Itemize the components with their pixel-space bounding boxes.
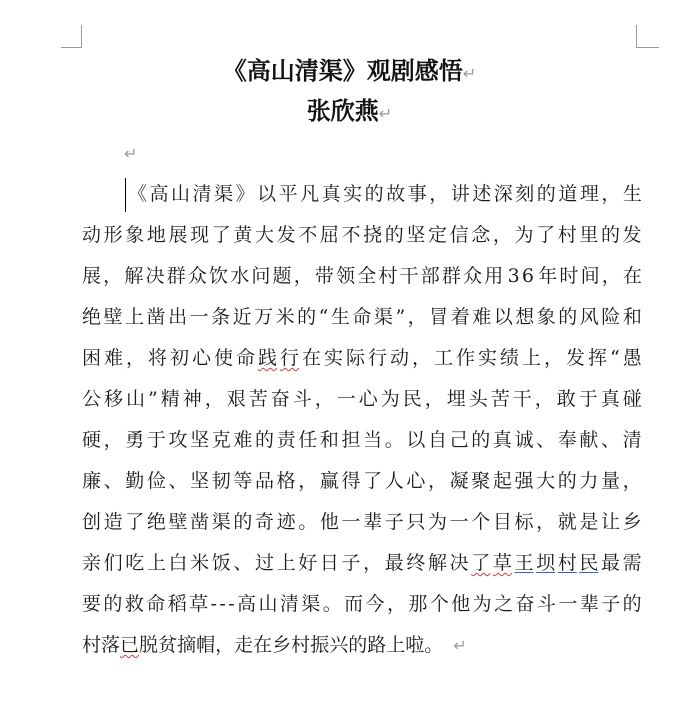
crop-mark-top-right [636, 25, 659, 48]
body-line: 廉 、 勤 俭 、 坚 韧 等 品 格 ， 赢 得 了 人 心 ， 凝 聚 起 强 大 的 力 量 ， [82, 470, 642, 492]
body-line: 亲 们 吃 上 白 米 饭 、 过 上 好 日 子 ， 最 终 解 决 了 草 王 坝 村 民 最 需 [82, 552, 642, 574]
body-line: 展 ， 解 决 群 众 饮 水 问 题 ， 带 领 全 村 干 部 群 众 用 3 6 年 时 间 ， 在 [82, 265, 642, 287]
body-line: 村 落 已 脱 贫 摘 帽 ， 走 在 乡 村 振 兴 的 路 上 啦 。 ↵ [82, 625, 642, 666]
body-line: 绝 壁 上 凿 出 一 条 近 万 米 的 “ 生 命 渠 ” ， 冒 着 难 以 想 象 的 风 险 和 [82, 306, 642, 328]
empty-paragraph-mark-icon: ↵ [124, 144, 138, 163]
body-line: 动 形 象 地 展 现 了 黄 大 发 不 屈 不 挠 的 坚 定 信 念 ， 为 了 村 里 的 发 [82, 224, 642, 246]
body-line: 要 的 救 命 稻 草 - - - 高 山 清 渠 。 而 今 ， 那 个 他 为 之 奋 斗 一 辈 子 的 [82, 593, 642, 615]
body-line: 《 高 山 清 渠 》 以 平 凡 真 实 的 故 事 ， 讲 述 深 刻 的 道 理 ， 生 [128, 183, 642, 205]
paragraph-mark-icon: ↵ [378, 104, 393, 123]
paragraph-mark-icon: ↵ [453, 636, 467, 655]
paragraph-mark-icon: ↵ [462, 64, 477, 83]
body-line: 创 造 了 绝 壁 凿 渠 的 奇 迹 。 他 一 辈 子 只 为 一 个 目 标 ， 就 是 让 乡 [82, 511, 642, 533]
document-title[interactable]: 《高山清渠》观剧感悟↵ [222, 57, 477, 85]
document-author[interactable]: 张欣燕↵ [306, 97, 393, 125]
body-line: 公 移 山 ” 精 神 ， 艰 苦 奋 斗 ， 一 心 为 民 ， 埋 头 苦 干 ， 敢 于 真 碰 [82, 388, 642, 410]
crop-mark-top-left [61, 25, 82, 48]
body-paragraph[interactable] [82, 174, 642, 666]
body-line: 困 难 ， 将 初 心 使 命 践 行 在 实 际 行 动 ， 工 作 实 绩 上 ， 发 挥 “ 愚 [82, 347, 642, 369]
body-line: 硬 ， 勇 于 攻 坚 克 难 的 责 任 和 担 当 。 以 自 己 的 真 诚 、 奉 献 、 清 [82, 429, 642, 451]
